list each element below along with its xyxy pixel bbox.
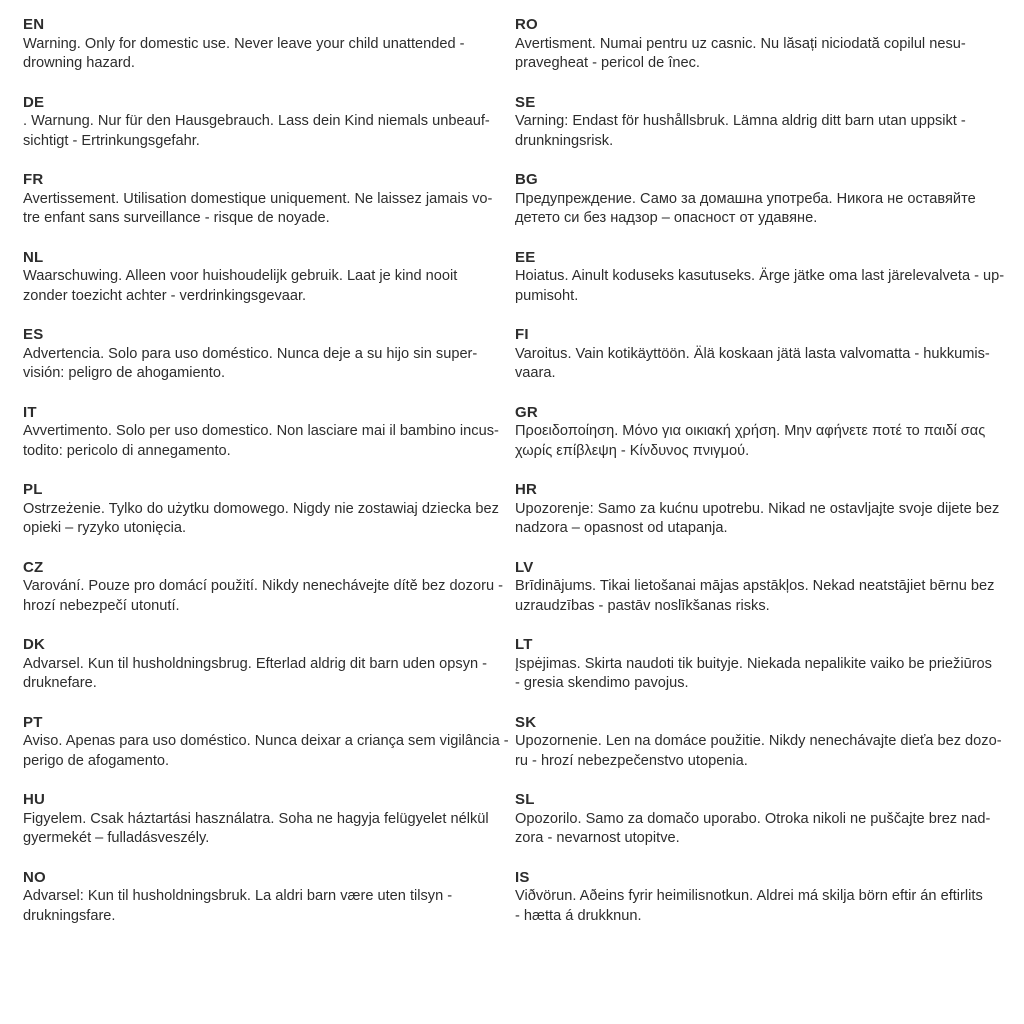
warning-text-line-2: vaara. (515, 365, 556, 381)
language-code: HR (515, 481, 538, 498)
language-code: PL (23, 481, 43, 498)
language-block (23, 325, 515, 384)
warning-text-line-1: Avertissement. Utilisation domestique uniquement. Ne laissez jamais vo- (23, 190, 493, 207)
warning-text-line-2: zonder toezicht achter - verdrinkingsgevaar. (23, 287, 307, 304)
language-code: NO (23, 868, 46, 886)
language-block (515, 558, 1010, 617)
language-code: IS (515, 868, 530, 886)
warning-text-line-2: - gresia skendimo pavojus. (515, 675, 689, 691)
language-code: PT (23, 713, 43, 731)
warning-text-line-1: Avertisment. Numai pentru uz casnic. Nu lăsați niciodată copilul nesu- (515, 35, 966, 52)
language-code: IT (23, 403, 37, 421)
warning-text-line-2: ru - hrozí nebezpečenstvo utopenia. (515, 752, 748, 769)
warning-text-line-2: todito: pericolo di annegamento. (23, 442, 231, 459)
language-block (23, 480, 515, 539)
warning-text-line-2: visión: peligro de ahogamiento. (23, 365, 226, 381)
language-block (23, 93, 515, 152)
warning-text-line-1: Viðvörun. Aðeins fyrir heimilisnotkun. Aldrei má skilja börn eftir án eftirlits (515, 888, 983, 904)
warning-text-line-2: perigo de afogamento. (23, 752, 170, 769)
language-block (23, 15, 515, 74)
language-code: SE (515, 93, 536, 111)
warning-text-line-1: Upozornenie. Len na domáce použitie. Nikdy nenechávajte dieťa bez dozo- (515, 733, 1002, 749)
language-block (515, 713, 1010, 772)
language-block (23, 248, 515, 307)
language-block (515, 480, 1010, 539)
warning-text-line-1: Avvertimento. Solo per uso domestico. Non lasciare mai il bambino incus- (23, 423, 499, 439)
warning-text-line-1: Brīdinājums. Tikai lietošanai mājas apstākļos. Nekad neatstājiet bērnu bez (515, 578, 995, 594)
warning-text-line-1: Waarschuwing. Alleen voor huishoudelijk gebruik. Laat je kind nooit (23, 268, 458, 284)
warning-text-line-2: gyermekét – fulladásveszély. (23, 830, 210, 846)
warning-text-line-1: Advarsel: Kun til husholdningsbruk. La aldri barn være uten tilsyn - (23, 888, 453, 904)
warning-text-line-1: Įspėjimas. Skirta naudoti tik buityje. Niekada nepalikite vaiko be priežiūros (515, 655, 992, 672)
language-code: FI (515, 326, 529, 343)
language-code: SK (515, 713, 537, 731)
language-block (515, 868, 1010, 927)
language-block (23, 635, 515, 694)
warning-text-line-2: zora - nevarnost utopitve. (515, 830, 680, 846)
warning-text-line-2: opieki – ryzyko utonięcia. (23, 520, 187, 536)
warning-text-line-2: sichtigt - Ertrinkungsgefahr. (23, 132, 200, 149)
language-block (23, 558, 515, 617)
warning-text-line-1: Opozorilo. Samo za domačo uporabo. Otroka nikoli ne puščajte brez nad- (515, 810, 991, 827)
language-block (515, 248, 1010, 307)
language-code: DE (23, 93, 45, 111)
language-block (515, 170, 1010, 229)
warning-text-line-1: Varning: Endast för hushållsbruk. Lämna aldrig ditt barn utan uppsikt - (515, 113, 966, 129)
warning-text-line-1: Warning. Only for domestic use. Never leave your child unattended - (23, 35, 465, 52)
warning-text-line-2: детето си без надзор – опасност от удавяне. (515, 210, 818, 226)
language-code: NL (23, 248, 44, 266)
language-code: GR (515, 403, 538, 421)
warning-text-line-2: χωρίς επίβλεψη - Κίνδυνος πνιγμού. (515, 442, 750, 459)
left-column (23, 15, 515, 1024)
warning-text-line-2: drowning hazard. (23, 55, 135, 71)
warning-text-line-2: pravegheat - pericol de înec. (515, 55, 700, 71)
warning-text-line-1: Προειδοποίηση. Μόνο για οικιακή χρήση. Μην αφήνετε ποτέ το παιδί σας (515, 423, 986, 439)
language-block (515, 790, 1010, 849)
warning-text-line-2: uzraudzības - pastāv noslīkšanas risks. (515, 597, 770, 614)
warning-text-line-2: drukningsfare. (23, 907, 116, 924)
warning-text-line-1: Ostrzeżenie. Tylko do użytku domowego. Nigdy nie zostawiaj dziecka bez (23, 500, 499, 517)
language-code: EE (515, 248, 536, 266)
language-block (23, 713, 515, 772)
warning-text-line-1: . Warnung. Nur für den Hausgebrauch. Lass dein Kind niemals unbeauf- (23, 113, 490, 129)
warning-text-line-2: drunkningsrisk. (515, 132, 614, 149)
language-block (23, 868, 515, 927)
right-column (515, 15, 1010, 1024)
language-block (23, 403, 515, 462)
warning-text-line-1: Advertencia. Solo para uso doméstico. Nunca deje a su hijo sin super- (23, 345, 478, 362)
language-code: RO (515, 16, 538, 33)
language-code: EN (23, 16, 45, 33)
language-code: DK (23, 636, 46, 653)
language-block (515, 325, 1010, 384)
warning-text-line-1: Hoiatus. Ainult koduseks kasutuseks. Ärge jätke oma last järelevalveta - up- (515, 268, 1005, 284)
language-block (23, 790, 515, 849)
language-code: FR (23, 171, 44, 188)
language-block (23, 170, 515, 229)
language-code: HU (23, 791, 46, 808)
language-block (515, 15, 1010, 74)
language-code: SL (515, 791, 535, 808)
language-block (515, 93, 1010, 152)
warning-text-line-1: Advarsel. Kun til husholdningsbrug. Efterlad aldrig dit barn uden opsyn - (23, 655, 488, 672)
language-block (515, 403, 1010, 462)
warning-text-line-2: nadzora – opasnost od utapanja. (515, 520, 728, 536)
warning-text-line-1: Varování. Pouze pro domácí použití. Nikdy nenechávejte dítě bez dozoru - (23, 578, 503, 594)
warning-text-line-1: Aviso. Apenas para uso doméstico. Nunca deixar a criança sem vigilância - (23, 733, 509, 749)
warning-text-line-2: tre enfant sans surveillance - risque de noyade. (23, 210, 330, 226)
language-code: LT (515, 636, 533, 653)
warning-text-line-1: Предупреждение. Само за домашна употреба. Никога не оставяйте (515, 190, 976, 207)
warning-text-line-1: Figyelem. Csak háztartási használatra. Soha ne hagyja felügyelet nélkül (23, 810, 489, 827)
warning-text-line-2: pumisoht. (515, 287, 579, 304)
warning-text-line-2: hrozí nebezpečí utonutí. (23, 597, 180, 614)
language-code: BG (515, 171, 538, 188)
language-code: ES (23, 326, 44, 343)
warning-text-line-1: Upozorenje: Samo za kućnu upotrebu. Nikad ne ostavljajte svoje dijete bez (515, 500, 1000, 517)
warning-text-line-1: Varoitus. Vain kotikäyttöön. Älä koskaan jätä lasta valvomatta - hukkumis- (515, 345, 990, 362)
warning-text-line-2: - hætta á drukknun. (515, 907, 642, 924)
language-block (515, 635, 1010, 694)
language-code: CZ (23, 558, 44, 576)
warning-text-line-2: druknefare. (23, 675, 97, 691)
language-code: LV (515, 558, 534, 576)
